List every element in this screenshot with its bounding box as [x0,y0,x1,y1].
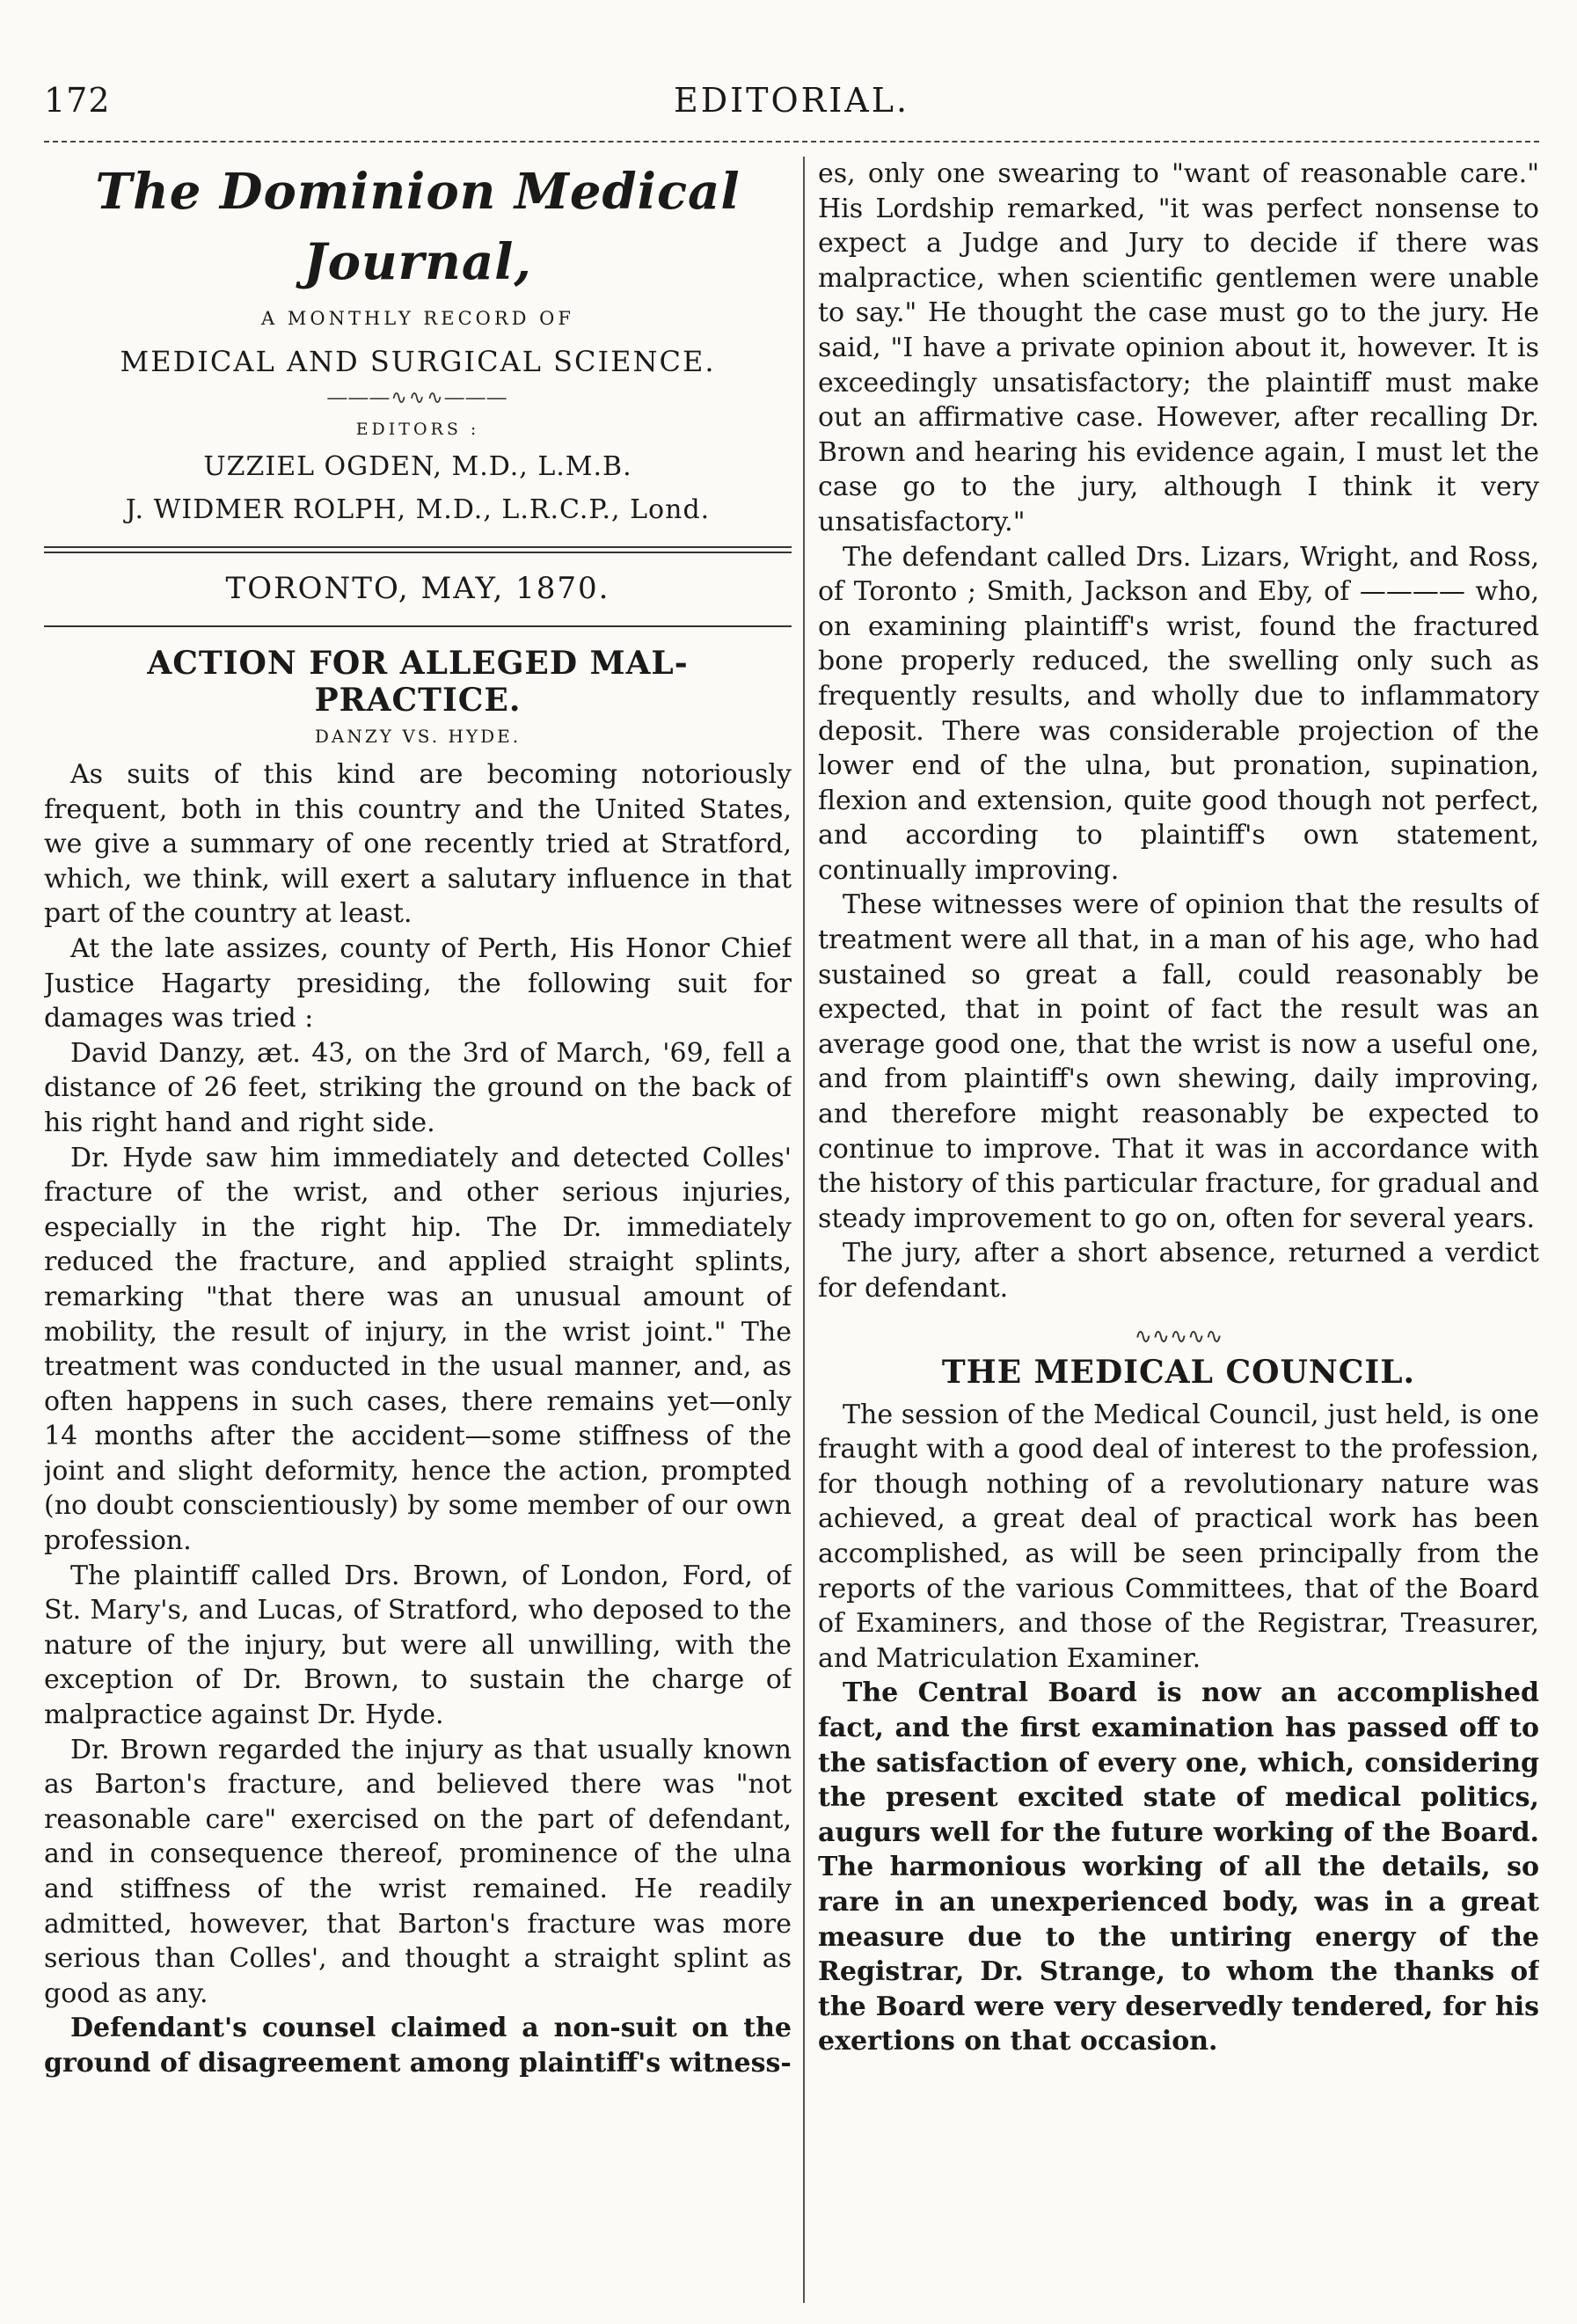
page-number: 172 [44,81,111,120]
editors-label: EDITORS : [355,420,480,439]
dateline: TORONTO, MAY, 1870. [225,571,610,606]
column-divider [803,157,805,2303]
article-body [818,1398,1539,2059]
journal-subtitle: A MONTHLY RECORD OF [261,308,574,329]
left-column [44,157,792,2303]
header-rule [44,141,1539,143]
paragraph: The defendant called Drs. Lizars, Wright, and Ross, of Toronto ; Smith, Jackson and Eby, of ———— who, on examining plaintiff's wrist, found the fractured bone properly reduced, the swelling only such as frequently results, and wholly due to inflammatory deposit. There was considerable projection of the lower end of the ulna, but pronation, supination, flexion and extension, quite good though not perfect, and according to plaintiff's own statement, continually improving. [818,541,1539,886]
paragraph: At the late assizes, county of Perth, His Honor Chief Justice Hagarty presiding, the following suit for damages was tried : [44,932,792,1034]
journal-subject: MEDICAL AND SURGICAL SCIENCE. [120,345,716,378]
ornament-divider: ―――∿∿∿――― [327,387,508,409]
paragraph: The jury, after a short absence, returned a verdict for defendant. [818,1238,1539,1304]
article-continuation [818,157,1539,1306]
masthead-rule [44,546,792,553]
paragraph: These witnesses were of opinion that the results of treatment were all that, in a man of his age, who had sustained so great a fall, could reasonably be expected, that in point of fact the result was an average good one, that the wrist is now a useful one, and from plaintiff's own shewing, daily improving, and therefore might reasonably be expected to continue to improve. That it was in accordance with the history of this particular fracture, for gradual and steady improvement to go on, often for several years. [818,889,1539,1234]
paragraph: Dr. Hyde saw him immediately and detected Colles' fracture of the wrist, and other serious injuries, especially in the right hip. The Dr. immediately reduced the fracture, and applied straight splints, remarking "that there was an unusual amount of mobility, the result of injury, in the wrist joint." The treatment was conducted in the usual manner, and, as often happens in such cases, there remains yet—only 14 months after the accident—some stiffness of the joint and slight deformity, hence the action, prompted (no doubt conscientiously) by some member of our own profession. [44,1142,792,1557]
paragraph: The Central Board is now an accomplished fact, and the first examination has passed off to the satisfaction of every one, which, considering the present excited state of medical politics, augurs well for the future working of the Board. The harmonious working of all the details, so rare in an unexperienced body, was in a great measure due to the untiring energy of the Registrar, Dr. Strange, to whom the thanks of the Board were very deservedly tendered, for his exertions on that occasion. [818,1677,1539,2057]
ornament-divider: ∿∿∿∿∿ [1134,1323,1223,1348]
article-body [44,757,792,2081]
running-title: EDITORIAL. [673,81,910,120]
journal-title: The Dominion Medical Journal, [95,163,741,291]
paragraph: es, only one swearing to "want of reasonable care." His Lordship remarked, "it was perfect nonsense to expect a Judge and Jury to decide if there was malpractice, when scientific gentlemen were unable to say." He thought the case must go to the jury. He said, "I have a private opinion about it, however. It is exceedingly unsatisfactory; the plaintiff must make out an affirmative case. However, after recalling Dr. Brown and hearing his evidence again, I must let the case go to the jury, although I think it very unsatisfactory." [818,158,1539,537]
paragraph: As suits of this kind are becoming notoriously frequent, both in this country and the United States, we give a summary of one recently tried at Stratford, which, we think, will exert a salutary influence in that part of the country at least. [44,759,792,930]
article-heading: THE MEDICAL COUNCIL. [941,1353,1416,1391]
paragraph: The session of the Medical Council, just held, is one fraught with a good deal of interest to the profession, for though nothing of a revolutionary nature was achieved, a great deal of practical work has been accomplished, as will be seen principally from the reports of the various Committees, that of the Board of Examiners, and those of the Registrar, Treasurer, and Matriculation Examiner. [818,1399,1539,1674]
editor-name: J. WIDMER ROLPH, M.D., L.R.C.P., Lond. [125,494,711,525]
paragraph: The plaintiff called Drs. Brown, of London, Ford, of St. Mary's, and Lucas, of Stratford, who deposed to the nature of the injury, but were all unwilling, with the exception of Dr. Brown, to sustain the charge of malpractice against Dr. Hyde. [44,1560,792,1731]
paragraph: David Danzy, æt. 43, on the 3rd of March, '69, fell a distance of 26 feet, striking the ground on the back of his right hand and right side. [44,1037,792,1138]
article-heading: ACTION FOR ALLEGED MAL-PRACTICE. [147,645,689,719]
paragraph: Defendant's counsel claimed a non-suit on the ground of disagreement among plaintiff's witness- [44,2013,792,2079]
dateline-rule [44,625,792,627]
case-caption: DANZY VS. HYDE. [314,726,522,747]
right-column [818,157,1539,2303]
page-header [44,81,1539,134]
paragraph: Dr. Brown regarded the injury as that usually known as Barton's fracture, and believed there was "not reasonable care" exercised on the part of defendant, and in consequence thereof, prominence of the ulna and stiffness of the wrist remained. He readily admitted, however, that Barton's fracture was more serious than Colles', and thought a straight splint as good as any. [44,1734,792,2009]
editor-name: UZZIEL OGDEN, M.D., L.M.B. [203,451,632,482]
